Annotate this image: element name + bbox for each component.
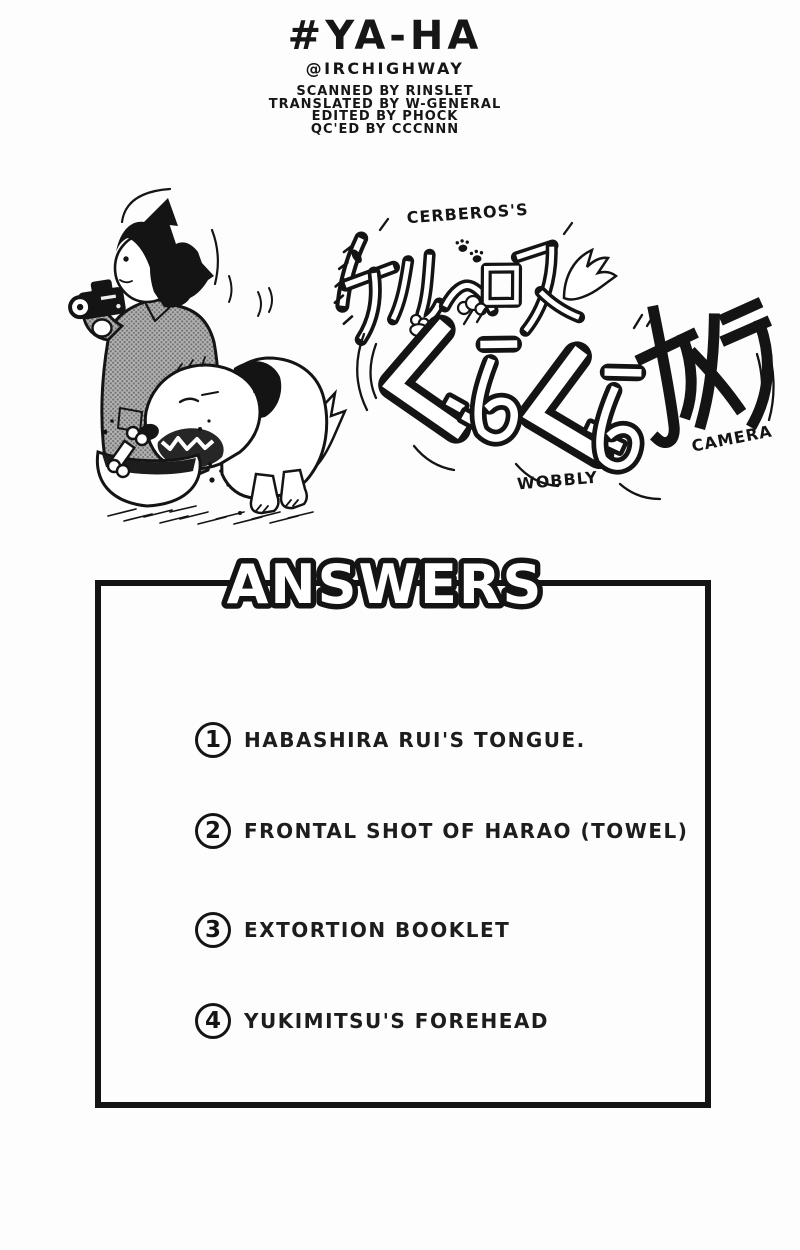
logo-label-camera: CAMERA [690, 421, 774, 456]
answer-text-4: YUKIMITSU'S FOREHEAD [244, 1009, 549, 1033]
series-logo [318, 192, 783, 514]
answer-item-4 [195, 1003, 549, 1039]
answer-item-1 [195, 722, 586, 758]
credit-editor: EDITED BY PHOCK [311, 109, 459, 125]
answers-title-text: ANSWERS [226, 553, 544, 616]
circled-number-1: 1 [195, 722, 231, 758]
answer-text-1: HABASHIRA RUI'S TONGUE. [244, 728, 586, 752]
credit-scanner: SCANNED BY RINSLET [296, 84, 474, 99]
answers-box [95, 580, 711, 1108]
page-title: #YA-HA [287, 13, 483, 59]
feather-flourish [564, 250, 616, 299]
credit-qc: QC'ED BY CCCNNN [310, 121, 460, 137]
logo-title-kana [327, 235, 616, 343]
dog-leg [251, 474, 279, 513]
answer-item-2 [195, 813, 688, 849]
logo-label-cerberos: CERBEROS'S [406, 199, 530, 228]
answers-title [215, 544, 555, 626]
ground-hatching [108, 506, 313, 524]
paw-print-dakuten [455, 237, 484, 264]
credit-translator: TRANSLATED BY W-GENERAL [268, 96, 502, 112]
circled-number-4: 4 [195, 1003, 231, 1039]
answer-text-3: EXTORTION BOOKLET [244, 918, 511, 942]
boy-eye [123, 256, 128, 261]
circled-number-3: 3 [195, 912, 231, 948]
answer-text-2: FRONTAL SHOT OF HARAO (TOWEL) [244, 819, 689, 843]
credits-block [0, 86, 770, 136]
circled-number-2: 2 [195, 813, 231, 849]
scanlation-header [0, 13, 770, 137]
logo-label-wobbly: WOBBLY [516, 467, 599, 494]
answer-item-3 [195, 912, 510, 948]
irc-channel: @IRCHIGHWAY [305, 59, 465, 78]
hair-spike-top [144, 198, 178, 226]
boy-hand [93, 320, 112, 337]
